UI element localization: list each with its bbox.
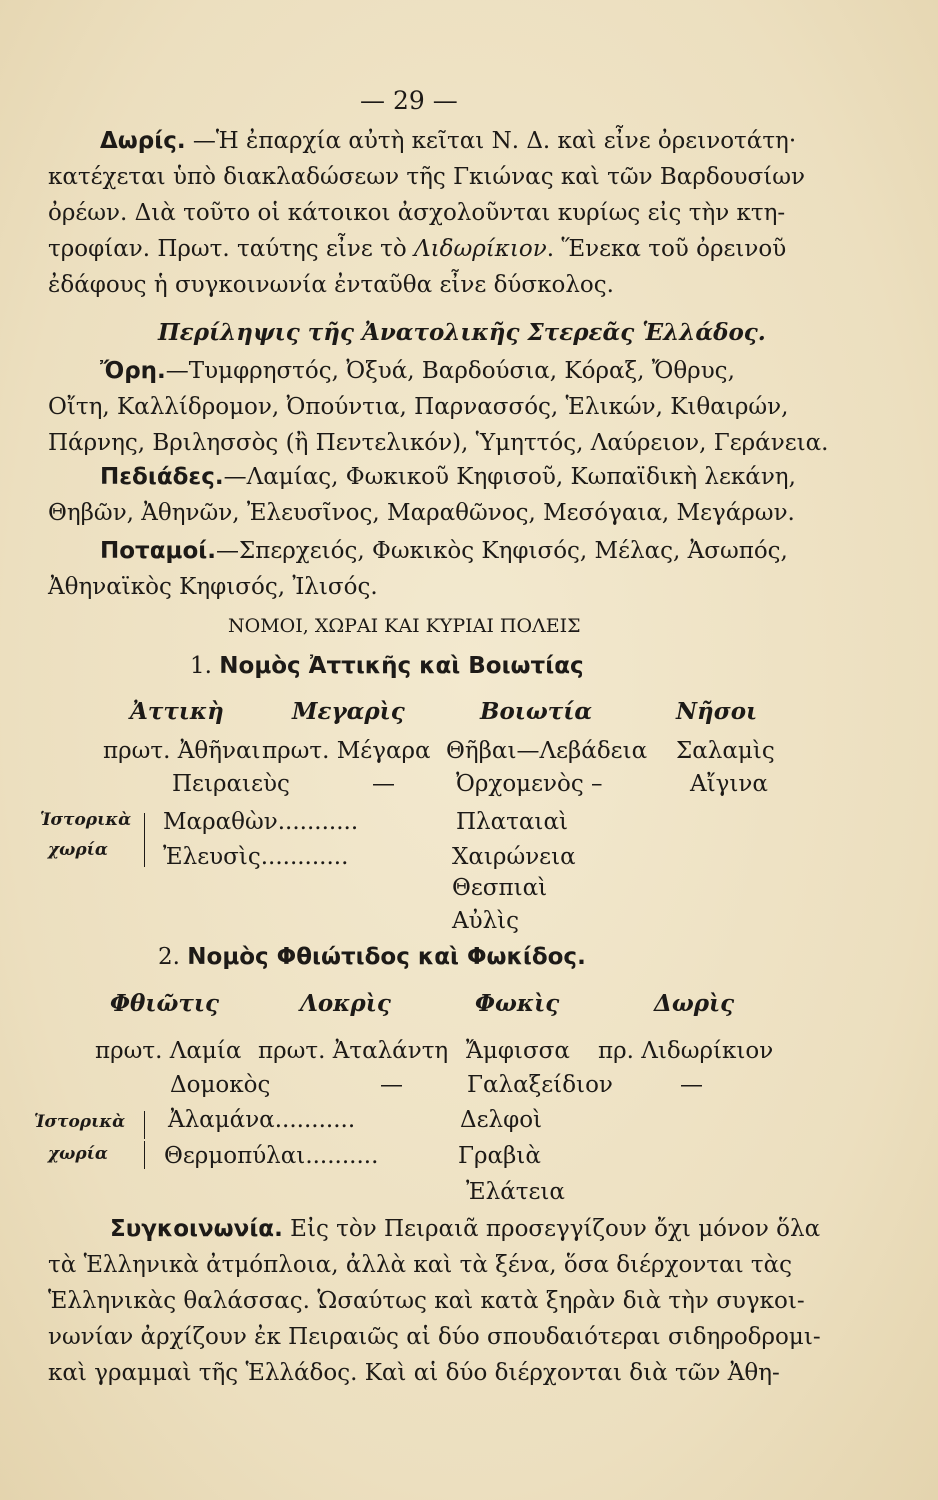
mountains-line-1: Ὄρη.—Τυμφρηστός, Ὀξυά, Βαρδούσια, Κόραξ, Ὄθρυς, (100, 358, 735, 384)
nomos1-hist-2-b: Χαιρώνεια (452, 844, 576, 870)
doris-line-2: κατέχεται ὑπὸ διακλαδώσεων τῆς Γκιώνας καὶ τῶν Βαρδουσίων (48, 164, 805, 190)
nomos1-col-1: Ἀττικὴ (130, 698, 224, 725)
nomos2-hist-1-a: Ἀλαμάνα........... (168, 1107, 356, 1133)
plains-line-2: Θηβῶν, Ἀθηνῶν, Ἐλευσῖνος, Μαραθῶνος, Μεσόγαια, Μεγάρων. (48, 500, 795, 526)
communication-line-2: τὰ Ἑλληνικὰ ἀτμόπλοια, ἀλλὰ καὶ τὰ ξένα, ὅσα διέρχονται τὰς (48, 1252, 793, 1278)
summary-title: Περίληψις τῆς Ἀνατολικῆς Στερεᾶς Ἑλλάδος. (158, 319, 766, 346)
nomos2-r2-c1: Δομοκὸς (170, 1072, 271, 1098)
nomos2-extra-1: Ἐλάτεια (466, 1179, 565, 1205)
nomos2-title: 2. Νομὸς Φθιώτιδος καὶ Φωκίδος. (158, 944, 586, 970)
nomos2-r1-c1: πρωτ. Λαμία (95, 1038, 242, 1064)
mountains-line-2: Οἴτη, Καλλίδρομον, Ὀπούντια, Παρνασσός, Ἑλικών, Κιθαιρών, (48, 394, 789, 420)
nomos1-r1-c3: Θῆβαι—Λεβάδεια (446, 738, 648, 764)
rivers-line-2: Ἀθηναϊκὸς Κηφισός, Ἰλισός. (48, 574, 378, 600)
nomos1-brace-2 (140, 838, 151, 867)
plains-heading: Πεδιάδες. (100, 464, 224, 490)
nomos2-col-3: Φωκὶς (475, 990, 560, 1017)
nomos2-r1-c2: πρωτ. Ἀταλάντη (258, 1038, 449, 1064)
doris-line-4: τροφίαν. Πρωτ. ταύτης εἶνε τὸ Λιδωρίκιον. Ἕνεκα τοῦ ὀρεινοῦ (48, 236, 787, 262)
nomos1-col-4: Νῆσοι (676, 698, 758, 725)
communication-line-4: νωνίαν ἀρχίζουν ἐκ Πειραιῶς αἱ δύο σπουδαιότεραι σιδηροδρομι- (48, 1324, 821, 1350)
nomos1-hist-2-a: Ἐλευσὶς............ (163, 844, 349, 870)
nomos1-r1-c2: πρωτ. Μέγαρα (262, 738, 431, 764)
nomos2-hist-1-b: Δελφοὶ (460, 1107, 543, 1133)
nomos1-brace (140, 812, 151, 841)
nomos1-hist-1-a: Μαραθὼν........... (163, 809, 359, 835)
nomos1-hist-label-1: Ἱστορικὰ (40, 810, 132, 830)
mountains-line-3: Πάρνης, Βριλησσὸς (ἢ Πεντελικόν), Ὑμηττός, Λαύρειον, Γεράνεια. (48, 430, 829, 456)
nomos1-extra-2: Αὐλὶς (452, 908, 520, 934)
nomos1-r1-c4: Σαλαμὶς (676, 738, 775, 764)
nomos2-r1-c3: Ἄμφισσα (466, 1038, 570, 1064)
nomos1-hist-1-b: Πλαταιαὶ (456, 809, 568, 835)
communication-line-1: Συγκοινωνία. Εἰς τὸν Πειραιᾶ προσεγγίζουν ὄχι μόνον ὅλα (110, 1216, 821, 1242)
nomos2-col-4: Δωρὶς (654, 990, 735, 1017)
mountains-heading: Ὄρη. (100, 358, 166, 384)
nomos2-col-1: Φθιῶτις (110, 990, 220, 1017)
doris-line-3: ὀρέων. Διὰ τοῦτο οἱ κάτοικοι ἀσχολοῦνται κυρίως εἰς τὴν κτη- (48, 200, 786, 226)
nomos1-extra-1: Θεσπιαὶ (452, 875, 548, 901)
communication-line-3: Ἑλληνικὰς θαλάσσας. Ὡσαύτως καὶ κατὰ ξηρὰν διὰ τὴν συγκοι- (48, 1288, 805, 1314)
doris-heading: Δωρίς. (100, 128, 186, 154)
plains-line-1: Πεδιάδες.—Λαμίας, Φωκικοῦ Κηφισοῦ, Κωπαϊδικὴ λεκάνη, (100, 464, 796, 490)
nomos2-r2-c4: — (680, 1072, 703, 1098)
page-number: — 29 — (360, 86, 458, 115)
section-title: ΝΟΜΟΙ, ΧΩΡΑΙ ΚΑΙ ΚΥΡΙΑΙ ΠΟΛΕΙΣ (228, 615, 581, 637)
nomos2-hist-2-a: Θερμοπύλαι.......... (164, 1143, 379, 1169)
nomos2-hist-2-b: Γραβιὰ (458, 1143, 541, 1169)
nomos2-brace-2 (140, 1140, 151, 1169)
nomos1-col-3: Βοιωτία (480, 698, 593, 725)
nomos1-r2-c3: Ὀρχομενὸς – (456, 771, 603, 797)
nomos1-r2-c1: Πειραιεὺς (172, 771, 290, 797)
rivers-heading: Ποταμοί. (100, 538, 216, 564)
nomos2-r2-c2: — (380, 1072, 403, 1098)
nomos2-col-2: Λοκρὶς (300, 990, 391, 1017)
doris-line-1: Δωρίς. —Ἡ ἐπαρχία αὐτὴ κεῖται Ν. Δ. καὶ εἶνε ὀρεινοτάτη· (100, 128, 797, 154)
nomos2-brace (140, 1110, 151, 1139)
nomos2-r2-c3: Γαλαξείδιον (467, 1072, 613, 1098)
nomos2-r1-c4: πρ. Λιδωρίκιον (598, 1038, 774, 1064)
nomos2-hist-label-1: Ἱστορικὰ (34, 1112, 126, 1132)
rivers-line-1: Ποταμοί.—Σπερχειός, Φωκικὸς Κηφισός, Μέλας, Ἀσωπός, (100, 538, 788, 564)
communication-line-5: καὶ γραμμαὶ τῆς Ἑλλάδος. Καὶ αἱ δύο διέρχονται διὰ τῶν Ἀθη- (48, 1360, 780, 1386)
nomos1-col-2: Μεγαρὶς (292, 698, 405, 725)
nomos1-r2-c2: — (372, 771, 395, 797)
nomos2-hist-label-2: χωρία (48, 1144, 108, 1164)
nomos1-hist-label-2: χωρία (48, 840, 108, 860)
nomos1-r2-c4: Αἴγινα (690, 771, 768, 797)
communication-heading: Συγκοινωνία. (110, 1216, 283, 1242)
doris-line-5: ἐδάφους ἡ συγκοινωνία ἐνταῦθα εἶνε δύσκολος. (48, 272, 614, 298)
nomos1-r1-c1: πρωτ. Ἀθῆναι (103, 738, 261, 764)
nomos1-title: 1. Νομὸς Ἀττικῆς καὶ Βοιωτίας (190, 653, 584, 679)
